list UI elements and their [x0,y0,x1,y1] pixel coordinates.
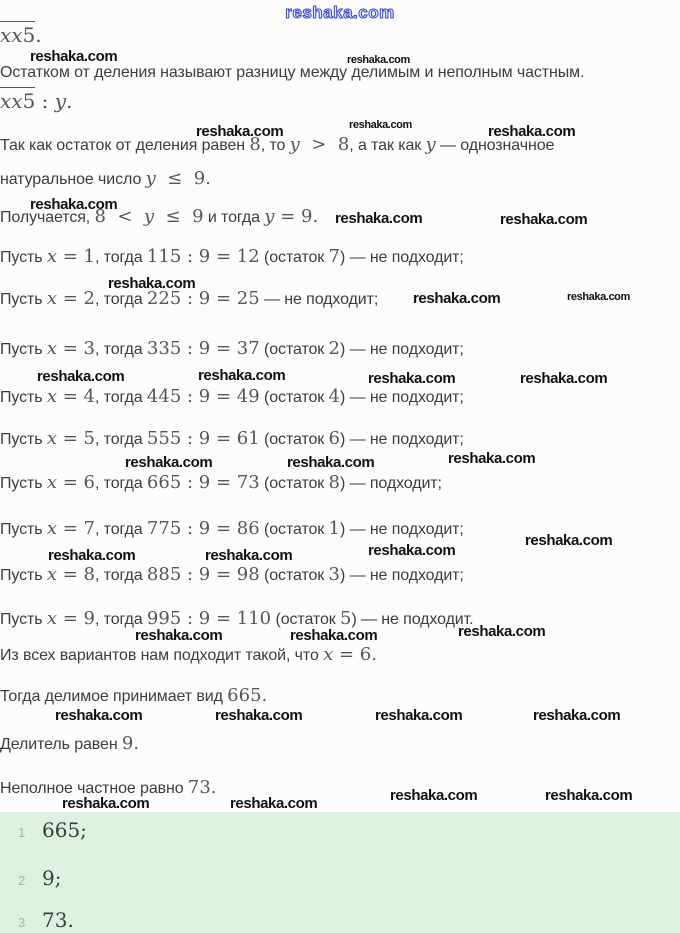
math-segment: x [46,608,57,629]
math-segment: xx [0,89,23,113]
math-segment: y [54,89,67,113]
text-segment: (остаток [271,611,340,628]
answer-value: 9; [42,866,62,890]
text-line [0,565,464,586]
watermark: reshaka.com [368,370,456,387]
text-segment: Так как остаток от деления равен [0,137,250,154]
math-segment: = 6 [57,472,95,493]
text-segment: Пусть [0,475,47,492]
text-segment: , тогда [94,431,147,448]
text-segment: Пусть [0,611,47,628]
text-line [0,64,584,82]
watermark: reshaka.com [287,454,375,471]
text-segment: — однозначное [435,137,555,154]
math-segment: 225 : 9 = 25 [146,288,260,309]
watermark: reshaka.com [198,367,286,384]
math-segment: y [264,206,275,227]
text-segment: , то [260,137,290,154]
text-segment: ) — не подходит; [340,341,464,358]
math-segment: x [46,246,57,267]
math-segment: x [46,386,57,407]
math-segment: 9. [121,733,140,754]
text-segment: (остаток [259,521,329,538]
math-segment: > 8 [299,134,350,155]
text-segment: ) — не подходит; [340,521,464,538]
math-segment: 665 : 9 = 73 [146,472,260,493]
answer-box [0,812,680,933]
answer-value: 73. [42,908,74,932]
answer-number: 1 [18,825,26,840]
text-line [0,135,554,156]
text-segment: Делитель равен [0,736,122,753]
math-segment: = 3 [57,338,95,359]
watermark: reshaka.com [205,547,293,564]
text-segment: , тогда [94,291,147,308]
math-segment: 775 : 9 = 86 [146,518,260,539]
text-segment: Неполное частное равно [0,780,188,797]
text-line [0,387,464,408]
text-segment: Из всех вариантов нам подходит такой, что [0,647,324,664]
text-segment: (остаток [259,389,329,406]
watermark: reshaka.com [290,627,378,644]
text-line [0,686,267,707]
text-line [0,645,377,666]
math-segment: = 4 [57,386,95,407]
watermark: reshaka.com [215,707,303,724]
text-segment: (остаток [259,341,329,358]
text-segment: натуральное число [0,171,146,188]
watermark: reshaka.com [108,275,196,292]
answer-value: 665; [42,818,87,842]
watermark: reshaka.com [413,290,501,307]
math-segment: y [425,134,436,155]
watermark: reshaka.com [230,795,318,812]
math-segment: 995 : 9 = 110 [146,608,272,629]
math-segment: = 6. [333,644,377,665]
text-line [0,734,139,755]
watermark: reshaka.com [545,787,633,804]
text-segment: Остатком от деления называют разницу между делимым и неполным частным. [0,64,585,81]
math-segment: 4 [328,386,340,407]
math-segment: x [46,288,57,309]
watermark: reshaka.com [533,707,621,724]
text-line [0,339,464,360]
math-segment: y [289,134,300,155]
text-segment: , тогда [94,521,147,538]
text-segment: ) — не подходит. [351,611,474,628]
math-segment: 73. [187,777,217,798]
watermark: reshaka.com [30,196,118,213]
math-segment: 5 [22,89,36,113]
watermark: reshaka.com [375,707,463,724]
answer-number: 3 [18,915,26,930]
watermark: reshaka.com [390,787,478,804]
math-segment: 3 [328,564,340,585]
math-segment: . [35,23,42,47]
text-segment: ) — не подходит; [340,249,464,266]
watermark: reshaka.com [196,123,284,140]
math-segment: 1 [328,518,340,539]
text-segment: Пусть [0,249,47,266]
math-segment: x [46,472,57,493]
math-segment: : [35,89,55,113]
math-segment: 445 : 9 = 49 [146,386,260,407]
watermark: reshaka.com [55,707,143,724]
text-segment: Пусть [0,567,47,584]
text-segment: — не подходит; [259,291,379,308]
math-segment: . [66,89,73,113]
math-segment: = 5 [57,428,95,449]
text-line [0,207,318,228]
text-segment: , тогда [94,567,147,584]
text-segment: Пусть [0,291,47,308]
text-segment: , тогда [94,389,147,406]
answer-row [18,908,74,932]
math-segment: 2 [328,338,340,359]
math-segment: 115 : 9 = 12 [146,246,260,267]
text-segment: ) — не подходит; [340,567,464,584]
text-segment: ) — подходит; [340,475,442,492]
text-segment: ) — не подходит; [340,431,464,448]
watermark: reshaka.com [500,211,588,228]
math-segment: 665. [227,685,268,706]
text-segment: Пусть [0,341,47,358]
math-segment: = 9 [57,608,95,629]
site-watermark-top: reshaka.com [285,3,395,22]
math-segment: 555 : 9 = 61 [146,428,260,449]
math-segment: x [46,564,57,585]
math-segment: = 8 [57,564,95,585]
watermark: reshaka.com [135,627,223,644]
text-segment: Пусть [0,431,47,448]
text-segment: , тогда [94,475,147,492]
watermark: reshaka.com [458,623,546,640]
watermark: reshaka.com [525,532,613,549]
math-segment: xx [0,23,23,47]
answer-row [18,818,87,842]
text-line [0,289,378,310]
math-formula-line [0,90,72,113]
watermark: reshaka.com [30,48,118,65]
math-segment: 8 [328,472,340,493]
watermark: reshaka.com [567,291,630,303]
text-segment: , тогда [94,611,147,628]
watermark: reshaka.com [368,542,456,559]
watermark: reshaka.com [488,123,576,140]
math-segment: x [46,428,57,449]
watermark: reshaka.com [48,547,136,564]
watermark: reshaka.com [349,119,412,131]
text-segment: , тогда [94,341,147,358]
text-segment: (остаток [259,475,329,492]
text-segment: (остаток [259,567,329,584]
math-segment: 5 [340,608,352,629]
text-line [0,247,464,268]
answer-row [18,866,61,890]
text-segment: Получается, [0,209,95,226]
math-segment: 6 [328,428,340,449]
math-segment: = 9. [274,206,319,227]
math-segment: x [46,518,57,539]
math-segment: ≤ 9. [155,168,211,189]
math-segment: 335 : 9 = 37 [146,338,260,359]
text-line [0,429,464,450]
math-segment: x [46,338,57,359]
math-segment: = 7 [57,518,95,539]
math-formula-line [0,24,42,47]
text-segment: ) — не подходит; [340,389,464,406]
math-segment: 885 : 9 = 98 [146,564,260,585]
text-segment: и тогда [203,209,265,226]
math-segment: 7 [328,246,340,267]
text-segment: Пусть [0,521,47,538]
text-segment: (остаток [259,431,329,448]
math-segment: = 1 [57,246,95,267]
answer-number: 2 [18,873,26,888]
text-line [0,169,211,190]
watermark: reshaka.com [448,450,536,467]
watermark: reshaka.com [62,795,150,812]
text-line [0,473,442,494]
watermark: reshaka.com [520,370,608,387]
text-line [0,778,217,799]
math-segment: ≤ 9 [154,206,204,227]
math-segment: 8 [249,134,261,155]
math-segment: y [143,206,155,227]
text-segment: (остаток [259,249,329,266]
math-segment: x [323,644,334,665]
text-segment: Пусть [0,389,47,406]
text-segment: , а так как [349,137,426,154]
watermark: reshaka.com [335,210,423,227]
math-segment: 5 [22,23,36,47]
watermark: reshaka.com [37,368,125,385]
watermark: reshaka.com [125,454,213,471]
text-segment: , тогда [94,249,147,266]
math-segment: = 2 [57,288,95,309]
text-line [0,519,464,540]
math-segment: y [145,168,156,189]
text-line [0,609,473,630]
watermark: reshaka.com [347,54,410,66]
text-segment: Тогда делимое принимает вид [0,688,228,705]
math-segment: 8 < [94,206,144,227]
